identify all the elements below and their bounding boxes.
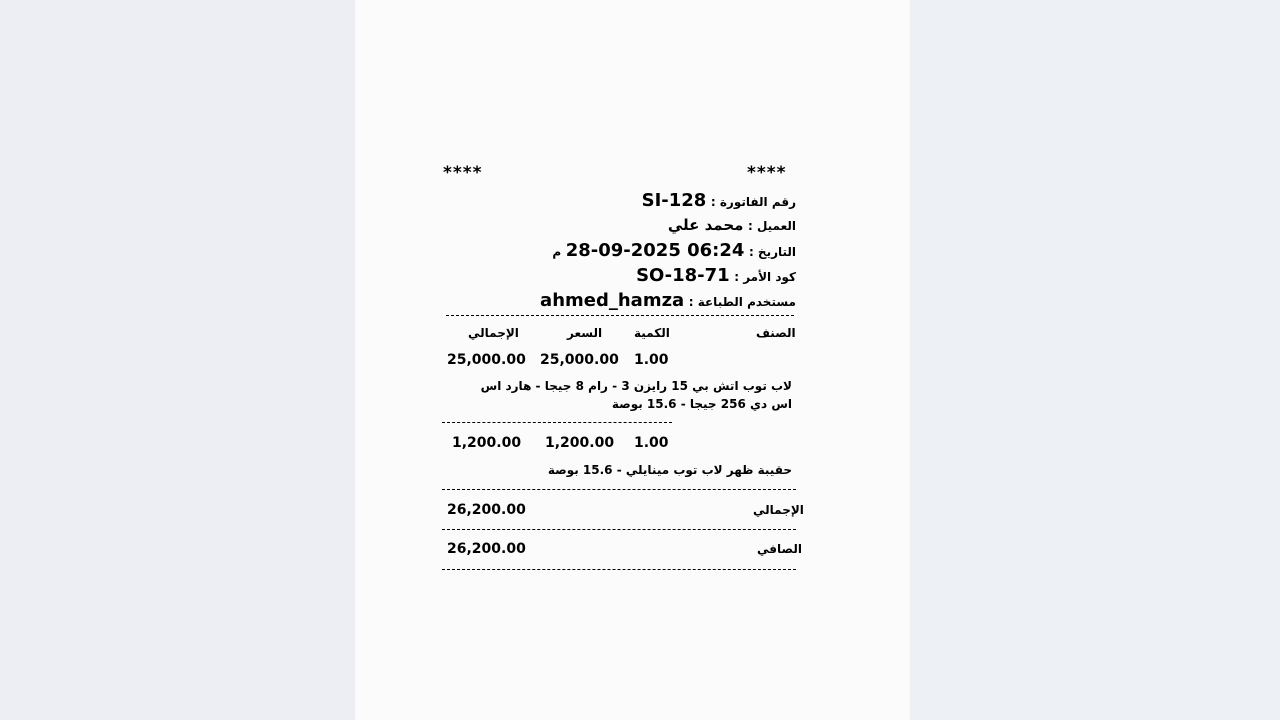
column-price: السعر xyxy=(567,326,603,340)
net-total-label: الصافي xyxy=(757,542,802,556)
divider xyxy=(442,569,796,570)
background-left xyxy=(0,0,355,720)
item-total: 25,000.00 xyxy=(447,352,526,368)
date-value: 28-09-2025 06:24 xyxy=(565,240,745,261)
invoice-number: SI-128 xyxy=(641,190,707,211)
print-user-label: مستخدم الطباعة : xyxy=(688,295,796,309)
item-description: حقيبة ظهر لاب توب مينايلي - 15.6 بوصة xyxy=(547,463,792,477)
item-qty: 1.00 xyxy=(634,352,669,368)
item-description: لاب توب اتش بي 15 رايزن 3 - رام 8 جيجا - هارد اس اس دي 256 جيجا - 15.6 بوصة xyxy=(480,379,792,411)
order-code-line xyxy=(636,265,796,286)
date-suffix: م xyxy=(552,245,562,259)
column-total: الإجمالي xyxy=(468,326,519,340)
invoice-number-label: رقم الفاتورة : xyxy=(710,195,796,209)
order-code-label: كود الأمر : xyxy=(734,270,796,284)
print-user: ahmed_hamza xyxy=(540,290,685,311)
column-item: الصنف xyxy=(756,326,796,340)
column-qty: الكمية xyxy=(634,326,670,340)
date-label: التاريخ : xyxy=(748,245,796,259)
net-total-value: 26,200.00 xyxy=(447,541,526,557)
item-qty: 1.00 xyxy=(634,435,669,451)
invoice-number-line xyxy=(642,190,796,211)
order-code: SO-18-71 xyxy=(636,265,730,286)
item-price: 1,200.00 xyxy=(545,435,615,451)
stars-right: **** xyxy=(747,163,787,183)
customer-line xyxy=(668,216,796,234)
item-total: 1,200.00 xyxy=(452,435,522,451)
stars-left: **** xyxy=(443,163,483,183)
divider xyxy=(442,422,672,423)
background-right xyxy=(910,0,1280,720)
item-price: 25,000.00 xyxy=(540,352,619,368)
gross-total-label: الإجمالي xyxy=(753,503,804,517)
print-user-line xyxy=(540,290,796,311)
divider xyxy=(446,315,794,316)
gross-total-value: 26,200.00 xyxy=(447,502,526,518)
divider xyxy=(442,489,796,490)
customer-name: محمد علي xyxy=(667,216,744,234)
customer-label: العميل : xyxy=(747,219,796,233)
divider xyxy=(442,529,796,530)
receipt-paper xyxy=(355,0,910,720)
date-line xyxy=(552,240,796,261)
